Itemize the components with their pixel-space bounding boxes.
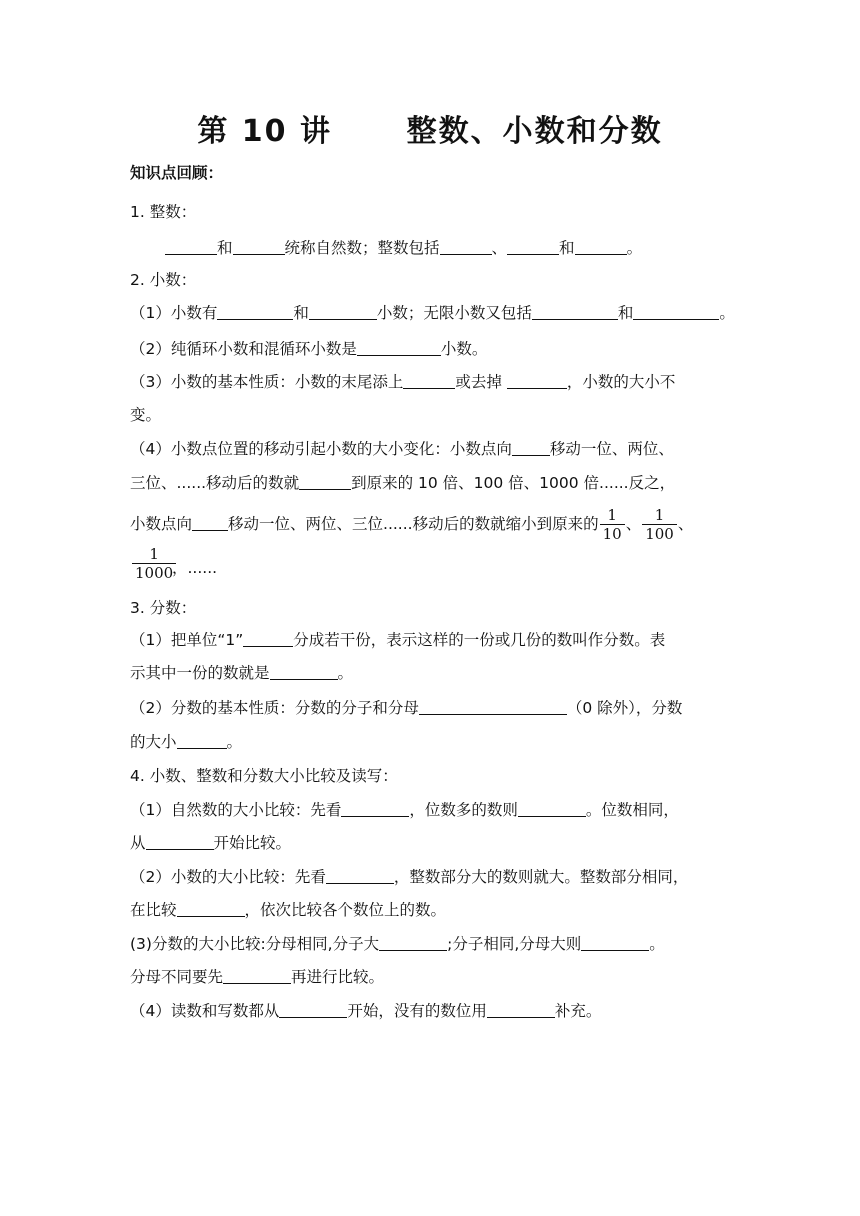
section-4-item-3-cont: 分母不同要先 再进行比较。: [130, 968, 385, 986]
section-4-item-1-cont: 从 开始比较。: [130, 834, 292, 852]
page-title: 第 10 讲 整数、小数和分数: [197, 114, 663, 149]
blank[interactable]: [633, 303, 719, 320]
section-3-heading: 3. 分数：: [130, 599, 197, 617]
blank[interactable]: [575, 238, 627, 255]
blank[interactable]: [165, 238, 217, 255]
blank[interactable]: [177, 900, 245, 917]
blank[interactable]: [487, 1001, 555, 1018]
fraction-one-hundredth: $\frac{1}{100}$: [642, 506, 677, 543]
fraction-one-tenth: $\frac{1}{10}$: [600, 506, 625, 543]
section-3-item-1: （1）把单位“1” 分成若干份，表示这样的一份或几份的数叫作分数。表: [130, 631, 666, 649]
blank[interactable]: [223, 967, 291, 984]
blank[interactable]: [507, 238, 559, 255]
blank[interactable]: [309, 303, 377, 320]
section-2-item-3-cont: 变。: [130, 406, 162, 424]
blank[interactable]: [243, 630, 293, 647]
section-3-item-1-cont: 示其中一份的数就是 。: [130, 664, 354, 682]
blank[interactable]: [270, 663, 338, 680]
section-4-heading: 4. 小数、整数和分数大小比较及读写：: [130, 767, 398, 785]
blank[interactable]: [379, 934, 447, 951]
section-1-line: 和 统称自然数；整数包括 、 和 。: [165, 237, 642, 259]
ellipsis: ，......: [172, 559, 218, 577]
blank[interactable]: [341, 800, 409, 817]
blank[interactable]: [507, 372, 567, 389]
blank[interactable]: [177, 732, 227, 749]
fraction-one-thousandth: $\frac{1}{1000}$: [132, 545, 176, 582]
blank[interactable]: [532, 303, 618, 320]
review-heading: 知识点回顾：: [130, 164, 224, 182]
blank[interactable]: [192, 514, 228, 531]
section-2-item-2: （2）纯循环小数和混循环小数是 小数。: [130, 340, 488, 358]
blank[interactable]: [440, 238, 492, 255]
blank[interactable]: [279, 1001, 347, 1018]
section-2-item-3: （3）小数的基本性质：小数的末尾添上 或去掉 ，小数的大小不: [130, 373, 676, 391]
section-3-item-2: （2）分数的基本性质：分数的分子和分母 （0 除外），分数: [130, 699, 683, 717]
blank[interactable]: [403, 372, 455, 389]
blank[interactable]: [357, 339, 441, 356]
blank[interactable]: [217, 303, 293, 320]
section-2-item-1: （1）小数有 和 小数；无限小数又包括 和 。: [130, 304, 735, 322]
section-4-item-3: (3)分数的大小比较:分母相同,分子大 ;分子相同,分母大则 。: [130, 935, 665, 953]
blank[interactable]: [326, 867, 394, 884]
section-4-item-4: （4）读数和写数都从 开始，没有的数位用 补充。: [130, 1002, 602, 1020]
blank[interactable]: [518, 800, 586, 817]
blank[interactable]: [581, 934, 649, 951]
section-2-item-4: （4）小数点位置的移动引起小数的大小变化：小数点向 移动一位、两位、: [130, 440, 674, 458]
section-2-item-4-line-3: 小数点向 移动一位、两位、三位......移动后的数就缩小到原来的 $\frac{1}{10}$ 、 $\frac{1}{100}$ 、: [130, 506, 694, 543]
section-2-heading: 2. 小数：: [130, 271, 197, 289]
blank[interactable]: [146, 833, 214, 850]
section-2-item-4-line-2: 三位、......移动后的数就 到原来的 10 倍、100 倍、1000 倍......反之，: [130, 474, 676, 492]
section-4-item-2-cont: 在比较 ，依次比较各个数位上的数。: [130, 901, 447, 919]
section-4-item-2: （2）小数的大小比较：先看 ，整数部分大的数则就大。整数部分相同，: [130, 868, 689, 886]
section-4-item-1: （1）自然数的大小比较：先看 ，位数多的数则 。位数相同，: [130, 801, 679, 819]
section-3-item-2-cont: 的大小 。: [130, 733, 243, 751]
section-1-heading: 1. 整数：: [130, 203, 197, 221]
blank[interactable]: [233, 238, 285, 255]
blank[interactable]: [419, 698, 567, 715]
blank[interactable]: [299, 473, 351, 490]
blank[interactable]: [512, 439, 550, 456]
